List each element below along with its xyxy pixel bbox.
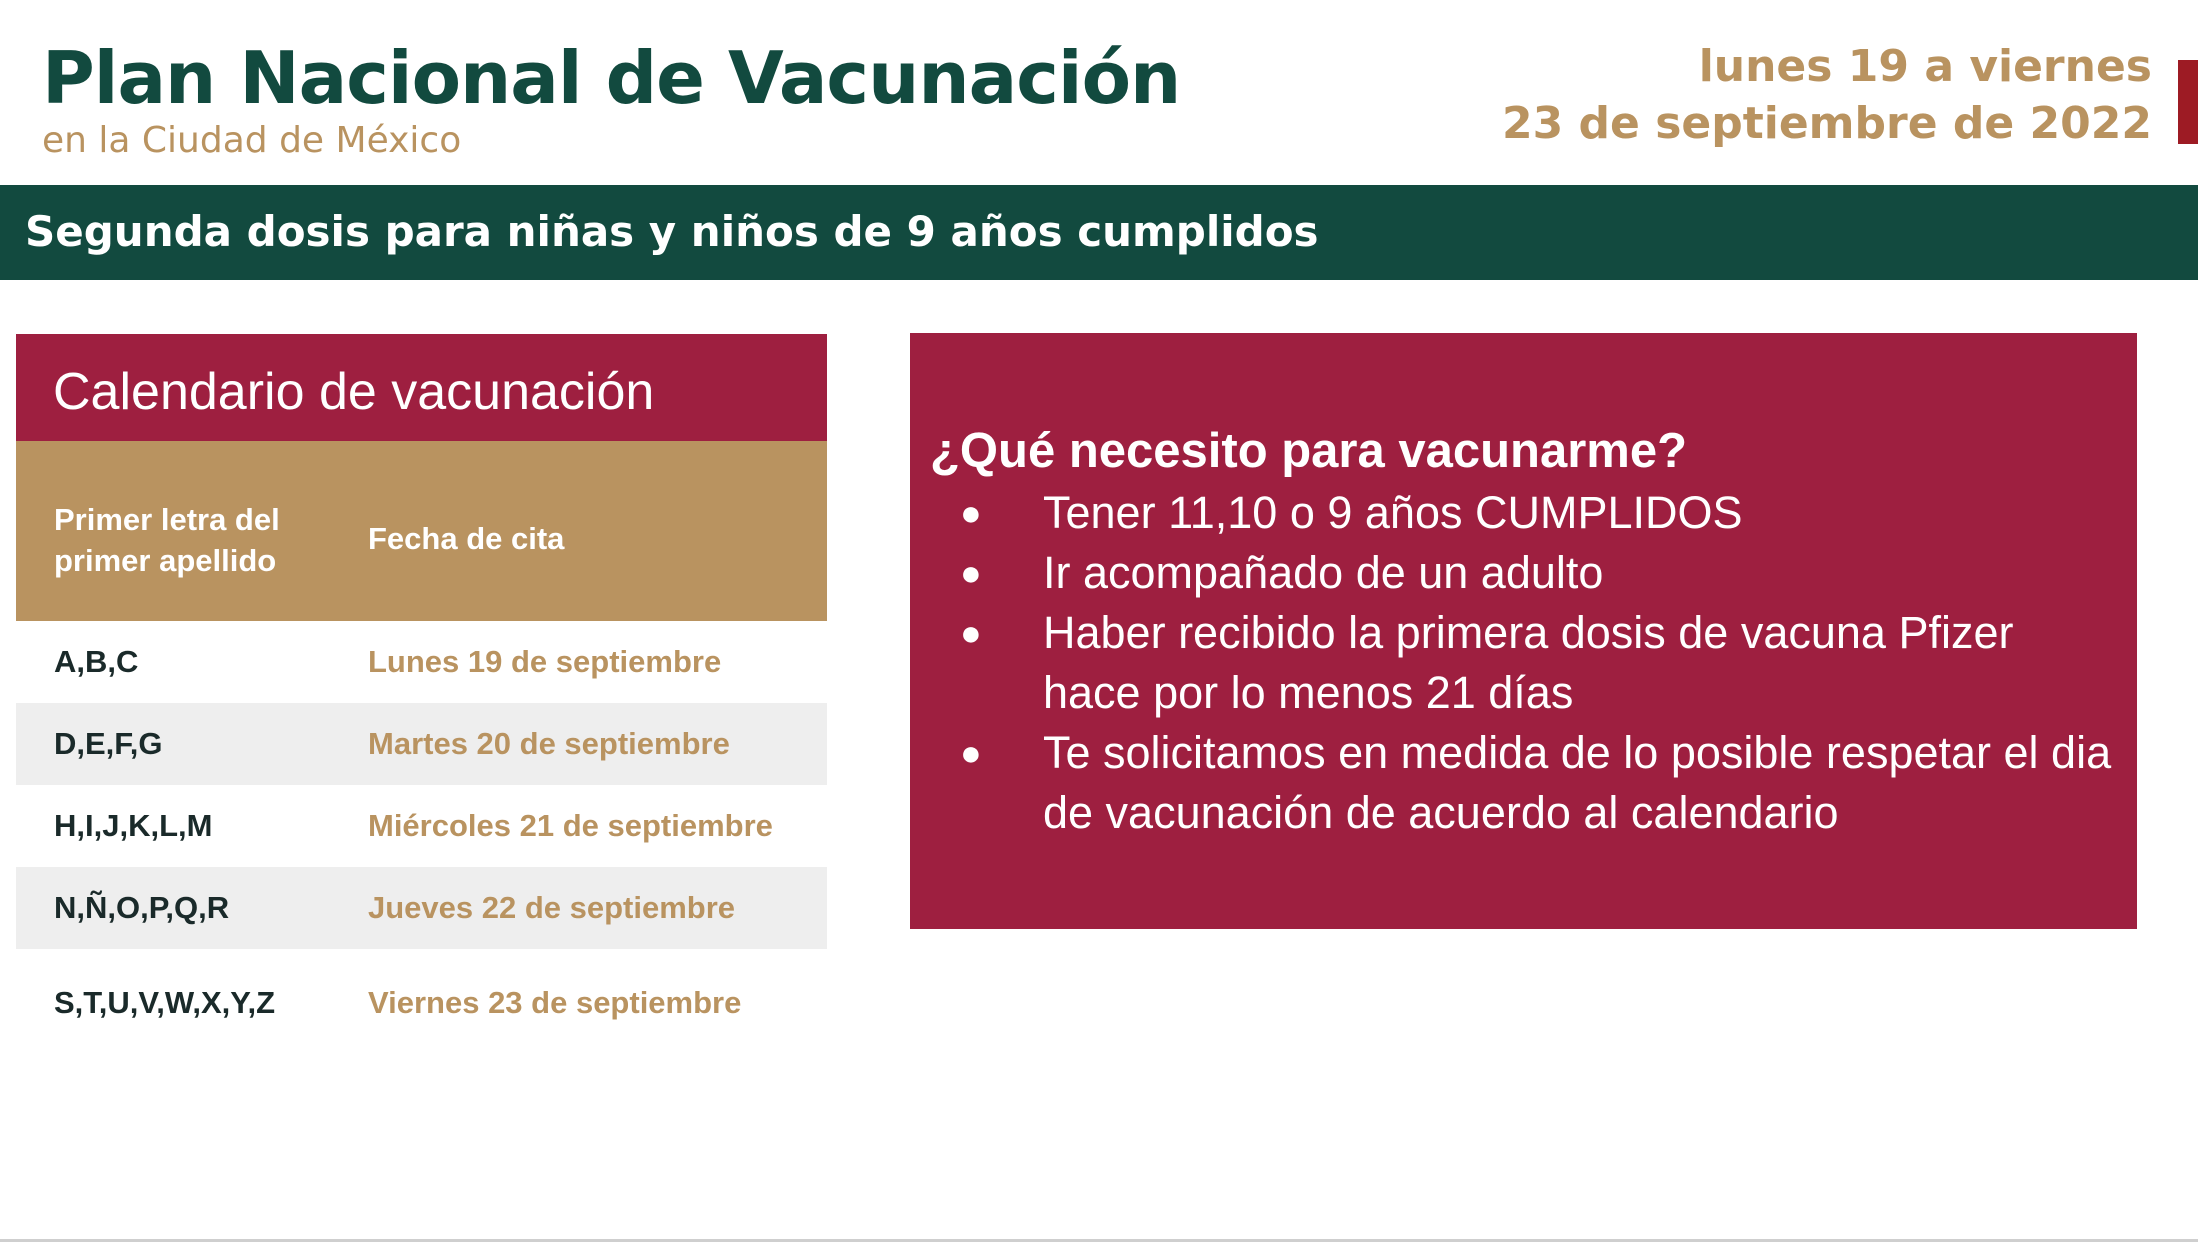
bullet-icon: ● [960, 732, 982, 773]
table-row [16, 703, 827, 785]
banner-text: Segunda dosis para niñas y niños de 9 años cumplidos [25, 207, 1319, 256]
row-date: Jueves 22 de septiembre [368, 890, 736, 925]
row-date: Viernes 23 de septiembre [368, 985, 742, 1020]
bullet-icon: ● [960, 612, 982, 653]
requirements-title: ¿Qué necesito para vacunarme? [930, 424, 1688, 478]
row-letters: N,Ñ,O,P,Q,R [54, 890, 230, 925]
calendar-title: Calendario de vacunación [53, 363, 655, 421]
row-letters: H,I,J,K,L,M [54, 808, 213, 843]
red-accent-bar [2178, 60, 2198, 144]
column-header-letter: Primer letra del primer apellido [54, 502, 280, 578]
requirement-text: Tener 11,10 o 9 años CUMPLIDOS [1043, 487, 1743, 538]
list-item [910, 483, 2137, 543]
bullet-icon: ● [960, 492, 982, 533]
calendar-header-row [16, 441, 827, 621]
table-row [16, 621, 827, 703]
bullet-icon: ● [960, 552, 982, 593]
table-row [16, 867, 827, 949]
row-letters: S,T,U,V,W,X,Y,Z [54, 985, 276, 1020]
list-item [910, 723, 2137, 843]
requirements-box [910, 333, 2137, 929]
row-letters: A,B,C [54, 644, 139, 679]
calendar-title-box [16, 334, 827, 441]
date-range-line-2: 23 de septiembre de 2022 [1501, 98, 2152, 149]
list-item [910, 603, 2137, 723]
page-title: Plan Nacional de Vacunación [42, 36, 1181, 120]
table-row [16, 949, 827, 1057]
requirement-text: Te solicitamos en medida de lo posible respetar el dia de vacunación de acuerdo al calendario [1043, 727, 2112, 838]
row-date: Lunes 19 de septiembre [368, 644, 722, 679]
row-date: Martes 20 de septiembre [368, 726, 730, 761]
row-date: Miércoles 21 de septiembre [368, 808, 773, 843]
column-header-date: Fecha de cita [368, 521, 565, 556]
requirement-text: Ir acompañado de un adulto [1043, 547, 1604, 598]
page-subtitle: en la Ciudad de México [42, 120, 462, 161]
requirements-list [910, 483, 2137, 843]
vaccination-calendar [16, 334, 827, 1057]
date-range-line-1: lunes 19 a viernes [1698, 41, 2152, 92]
row-letters: D,E,F,G [54, 726, 163, 761]
section-banner [0, 185, 2198, 280]
requirement-text: Haber recibido la primera dosis de vacuna Pfizer hace por lo menos 21 días [1043, 607, 2014, 718]
date-range [1502, 38, 2152, 152]
list-item [910, 543, 2137, 603]
table-row [16, 785, 827, 867]
